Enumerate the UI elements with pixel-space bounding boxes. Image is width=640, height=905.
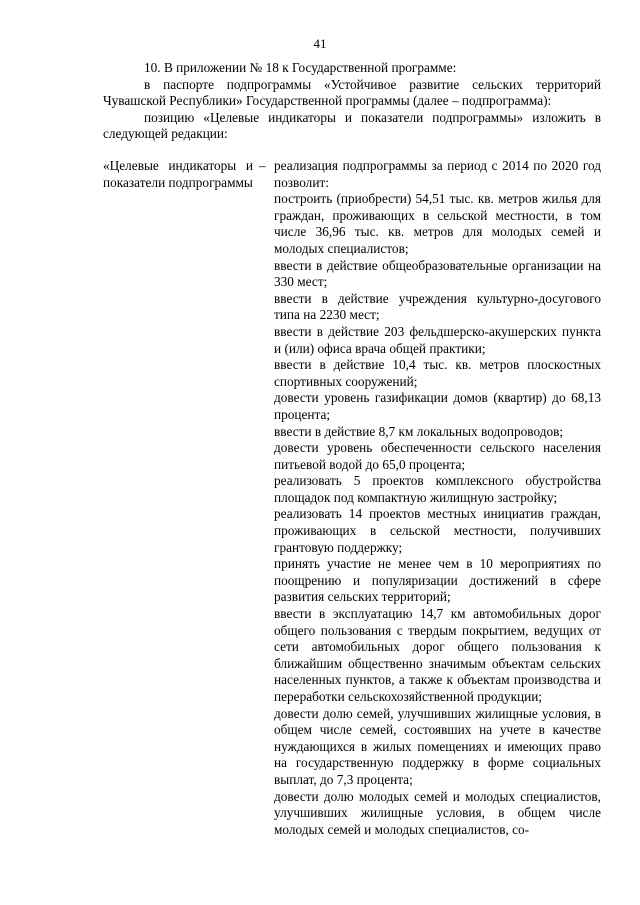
indicator-item: ввести в эксплуатацию 14,7 км автомобильных дорог общего пользования с твердым покрытием, ведущих от сети автомобильных дорог общего пользования к ближайшим общественно значимым объектам сельских населенных пунктов, а также к объектам производства и переработки сельскохозяйственной продукции; <box>274 606 601 704</box>
indicator-item: реализовать 14 проектов местных инициатив граждан, проживающих в сельской местности, получивших грантовую поддержку; <box>274 506 601 555</box>
table-dash: – <box>259 158 266 173</box>
indicator-item: ввести в действие учреждения культурно-досугового типа на 2230 мест; <box>274 290 601 323</box>
indicator-item: довести уровень обеспеченности сельского населения питьевой водой до 65,0 процента; <box>274 440 601 472</box>
table-values-cell <box>274 158 601 838</box>
indicator-item: довести долю семей, улучшивших жилищные условия, в общем числе семей, состоявших на учете в качестве нуждающихся в жилых помещениях и имеющих право на государственную поддержку в форме социальных выплат, до 7,3 процента; <box>274 705 601 787</box>
intro-text <box>103 60 601 143</box>
intro-paragraph-2: в паспорте подпрограммы «Устойчивое развитие сельских территорий Чувашской Республики» Государственной программы (далее – подпрограмма): <box>103 76 601 109</box>
page-number: 41 <box>313 36 327 51</box>
intro-paragraph-3: позицию «Целевые индикаторы и показатели подпрограммы» изложить в следующей редакции: <box>103 109 601 142</box>
indicator-item: ввести в действие 203 фельдшерско-акушерских пункта и (или) офиса врача общей практики; <box>274 323 601 356</box>
indicator-item: реализация подпрограммы за период с 2014 по 2020 год позволит: <box>274 158 601 190</box>
indicator-item: ввести в действие 8,7 км локальных водопроводов; <box>274 423 564 439</box>
indicator-item: довести долю молодых семей и молодых специалистов, улучшивших жилищные условия, в общем числе молодых семей и молодых специалистов, со- <box>274 788 601 837</box>
indicator-item: ввести в действие 10,4 тыс. кв. метров плоскостных спортивных сооружений; <box>274 357 601 389</box>
table-label-cell <box>103 158 253 191</box>
indicator-item: довести уровень газификации домов (квартир) до 68,13 процента; <box>274 390 601 422</box>
indicator-item: ввести в действие общеобразовательные организации на 330 мест; <box>274 257 601 290</box>
intro-paragraph-1: 10. В приложении № 18 к Государственной программе: <box>144 60 457 75</box>
table-label: «Целевые индикаторы и показатели подпрограммы <box>103 158 253 190</box>
indicator-item: построить (приобрести) 54,51 тыс. кв. метров жилья для граждан, проживающих в сельской местности, в том числе 36,96 тыс. кв. метров для молодых семей и молодых специалистов; <box>274 191 601 256</box>
indicator-item: реализовать 5 проектов комплексного обустройства площадок под компактную жилищную застройку; <box>274 473 601 505</box>
indicator-item: принять участие не менее чем в 10 мероприятиях по поощрению и популяризации достижений в сфере развития сельских территорий; <box>274 556 601 605</box>
